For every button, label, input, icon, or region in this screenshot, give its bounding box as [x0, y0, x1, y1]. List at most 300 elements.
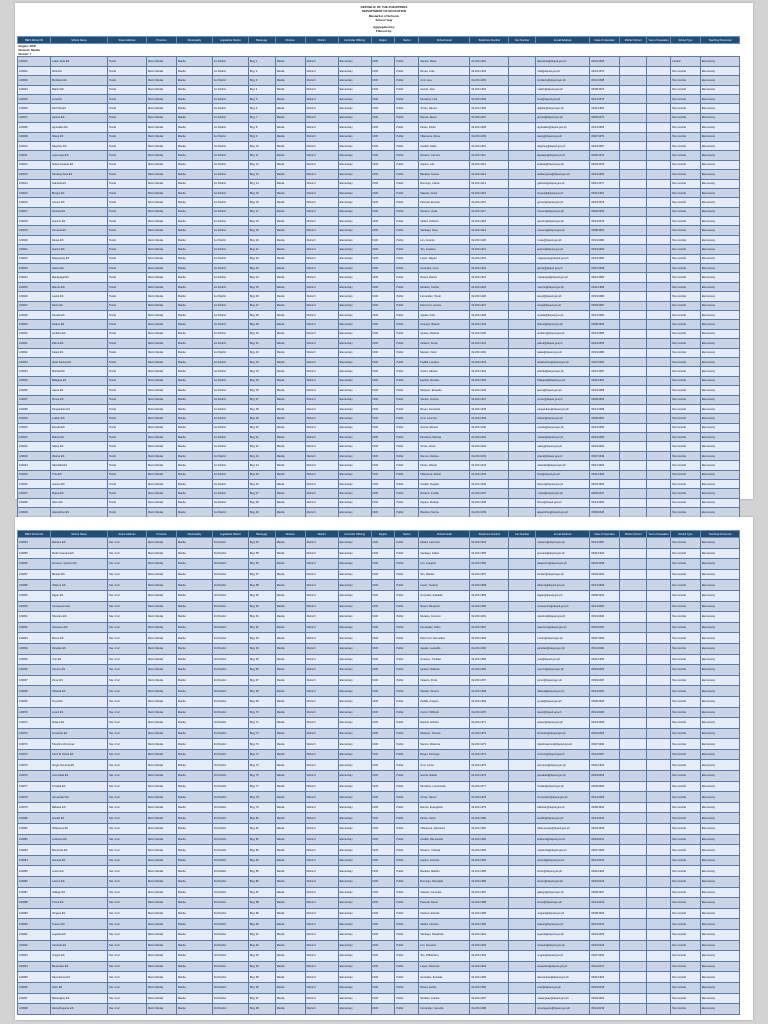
column-header: E-mail Address	[536, 531, 590, 538]
table-cell: 02-252-1036	[470, 386, 509, 395]
table-cell: Brgy 82	[248, 834, 275, 845]
table-cell: NCR	[371, 739, 395, 750]
table-cell	[647, 961, 671, 972]
table-cell	[620, 654, 647, 665]
table-cell: Public	[395, 395, 419, 404]
table-cell: Public	[395, 207, 419, 216]
table-cell: Elementary	[338, 367, 371, 376]
column-header: Sector	[395, 531, 419, 538]
table-cell: District I	[305, 866, 338, 877]
table-cell: 02-252-1097	[470, 993, 509, 1004]
table-cell: Manila	[176, 245, 212, 254]
table-cell	[620, 718, 647, 729]
table-cell: natividad@deped.gov.ph	[536, 461, 590, 470]
table-cell: yulo@deped.gov.ph	[536, 654, 590, 665]
table-row	[18, 104, 740, 113]
table-cell: tandangsora@deped.gov.ph	[536, 170, 590, 179]
table-cell: 100013	[18, 170, 51, 179]
table-cell: 02-252-1013	[470, 170, 509, 179]
table-cell: Cruz, Leonora	[419, 414, 470, 423]
table-cell: sosmena@deped.gov.ph	[536, 760, 590, 771]
table-cell: 3rd District	[212, 781, 248, 792]
table-cell	[509, 292, 536, 301]
header-line-5: Aggregated by:	[372, 24, 395, 29]
table-cell: Manila	[176, 538, 212, 549]
table-cell: Public	[395, 622, 419, 633]
table-cell: 3rd District	[212, 739, 248, 750]
table-cell: mojica@deped.gov.ph	[536, 489, 590, 498]
table-cell: Non-Central	[670, 179, 700, 188]
table-cell: Manila	[275, 665, 305, 676]
table-cell: Metro Manila	[146, 538, 176, 549]
table-cell: 100038	[18, 404, 51, 413]
table-cell	[647, 508, 671, 517]
table-cell: NCR	[371, 57, 395, 66]
table-row	[18, 760, 740, 771]
table-cell: Brgy 29	[248, 320, 275, 329]
table-cell: 100087	[18, 887, 51, 898]
table-cell: Elementary	[700, 961, 739, 972]
table-cell: Elementary	[338, 707, 371, 718]
table-row	[18, 771, 740, 782]
table-cell: 02-252-1020	[470, 235, 509, 244]
table-cell: araullo@deped.gov.ph	[536, 813, 590, 824]
table-cell	[647, 95, 671, 104]
table-cell: 3rd District	[212, 686, 248, 697]
table-cell: Soriano, Estrella	[419, 908, 470, 919]
table-cell: Brgy 91	[248, 929, 275, 940]
table-cell: Public	[395, 548, 419, 559]
table-cell: 02-252-1026	[470, 292, 509, 301]
table-cell: 06/12/2002	[590, 643, 620, 654]
table-cell: Metro Manila	[146, 226, 176, 235]
table-cell: Elementary	[700, 781, 739, 792]
table-row	[18, 590, 740, 601]
column-header: Street Address	[108, 37, 147, 44]
table-cell	[620, 170, 647, 179]
table-cell	[509, 580, 536, 591]
table-cell: Elementary	[700, 104, 739, 113]
table-cell: 100092	[18, 940, 51, 951]
table-cell: 3rd District	[212, 590, 248, 601]
table-cell: Tondo	[108, 470, 147, 479]
table-cell: Brgy 27	[248, 301, 275, 310]
table-row	[18, 940, 740, 951]
table-cell: Silang ES	[50, 132, 107, 141]
table-cell: 100070	[18, 707, 51, 718]
table-cell: Garcia, Rafael	[419, 771, 470, 782]
table-cell: District I	[305, 919, 338, 930]
table-cell: pelaez@deped.gov.ph	[536, 718, 590, 729]
table-cell: 06/12/2012	[590, 855, 620, 866]
table-row	[18, 612, 740, 623]
table-cell: Elementary	[700, 141, 739, 150]
table-cell: Manila	[275, 395, 305, 404]
table-cell: Tondo	[108, 404, 147, 413]
table-cell: Brgy 12	[248, 160, 275, 169]
table-cell: Brgy 9	[248, 132, 275, 141]
table-cell: Metro Manila	[146, 569, 176, 580]
table-cell: Elementary	[338, 66, 371, 75]
table-cell	[647, 760, 671, 771]
table-cell: Elementary	[338, 834, 371, 845]
table-cell: Sta. Cruz	[108, 707, 147, 718]
table-cell: Tondo	[108, 57, 147, 66]
table-cell: Brgy 56	[248, 559, 275, 570]
table-cell: Tondo	[108, 170, 147, 179]
table-cell: Sta. Cruz	[108, 834, 147, 845]
table-cell: Manila	[176, 85, 212, 94]
table-cell: Fernandez, Oscar	[419, 292, 470, 301]
table-cell: District I	[305, 781, 338, 792]
table-cell: Public	[395, 320, 419, 329]
table-cell: Manila	[275, 66, 305, 75]
table-cell: Elementary	[700, 245, 739, 254]
table-cell: Non-Central	[670, 643, 700, 654]
column-header: School Name	[50, 37, 107, 44]
table-cell	[647, 433, 671, 442]
table-cell: 02-252-1055	[470, 548, 509, 559]
table-cell: Non-Central	[670, 792, 700, 803]
header-line-2: DEPARTMENT OF EDUCATION	[361, 9, 407, 14]
table-cell: NCR	[371, 993, 395, 1004]
table-cell: Non-Central	[670, 993, 700, 1004]
table-row	[18, 633, 740, 644]
table-cell: Tondo	[108, 442, 147, 451]
table-cell: NCR	[371, 929, 395, 940]
table-cell: Elementary	[338, 929, 371, 940]
table-cell	[509, 686, 536, 697]
table-cell: palma@deped.gov.ph	[536, 339, 590, 348]
table-cell: Manila	[176, 908, 212, 919]
table-cell: Bautista, Teresa	[419, 170, 470, 179]
table-cell: Metro Manila	[146, 887, 176, 898]
table-cell: NCR	[371, 919, 395, 930]
table-cell	[647, 348, 671, 357]
table-cell: Elementary	[338, 188, 371, 197]
table-cell: Metro Manila	[146, 141, 176, 150]
table-cell: 06/12/1977	[590, 179, 620, 188]
table-cell: Public	[395, 686, 419, 697]
table-cell	[647, 132, 671, 141]
table-cell: 06/13/2005	[590, 707, 620, 718]
table-cell: Manila	[176, 845, 212, 856]
table-cell: 3rd District	[212, 548, 248, 559]
table-cell: Brgy 85	[248, 866, 275, 877]
table-cell: Non-Central	[670, 404, 700, 413]
table-cell	[509, 845, 536, 856]
table-cell	[509, 940, 536, 951]
table-cell: Tondo	[108, 95, 147, 104]
table-cell: Tirona ES	[50, 898, 107, 909]
table-cell: Gonzales, Adelaida	[419, 590, 470, 601]
table-cell: Reyes, Juan	[419, 66, 470, 75]
table-cell: 06/12/1982	[590, 273, 620, 282]
table-cell: Reyes, Domingo	[419, 749, 470, 760]
table-cell: Non-Central	[670, 498, 700, 507]
table-cell: Elementary	[338, 538, 371, 549]
table-cell: roxas@deped.gov.ph	[536, 235, 590, 244]
table-row	[18, 414, 740, 423]
table-cell: Non-Central	[670, 151, 700, 160]
table-cell: Elementary	[338, 245, 371, 254]
table-cell: 06/12/1968	[590, 76, 620, 85]
table-cell: District I	[305, 470, 338, 479]
table-cell: 100045	[18, 470, 51, 479]
table-cell: 100019	[18, 226, 51, 235]
table-cell	[647, 282, 671, 291]
table-cell: Brgy 64	[248, 643, 275, 654]
table-cell: Ilagan ES	[50, 590, 107, 601]
table-cell: Non-Central	[670, 686, 700, 697]
table-cell: Tinio ES	[50, 470, 107, 479]
table-cell: lacson@deped.gov.ph	[536, 877, 590, 888]
table-cell: Manila	[176, 264, 212, 273]
table-cell: Elementary	[700, 66, 739, 75]
table-cell: 3rd District	[212, 749, 248, 760]
table-cell: Moran ES	[50, 633, 107, 644]
table-cell: mabini@deped.gov.ph	[536, 85, 590, 94]
table-cell: Elementary	[700, 707, 739, 718]
table-cell	[509, 707, 536, 718]
table-cell: 3rd District	[212, 855, 248, 866]
table-cell: 02-252-1045	[470, 470, 509, 479]
table-cell: Elementary	[700, 622, 739, 633]
table-cell: llanera@deped.gov.ph	[536, 480, 590, 489]
table-cell: Manila	[176, 961, 212, 972]
table-cell: Non-Central	[670, 76, 700, 85]
table-cell: Manila	[275, 643, 305, 654]
table-cell: 100027	[18, 301, 51, 310]
table-cell: District I	[305, 728, 338, 739]
table-cell: Non-Central	[670, 339, 700, 348]
table-row	[18, 226, 740, 235]
table-cell: NCR	[371, 170, 395, 179]
table-cell: NCR	[371, 254, 395, 263]
table-cell: Elementary	[700, 433, 739, 442]
table-cell: Non-Central	[670, 141, 700, 150]
table-cell: 02-252-1029	[470, 320, 509, 329]
table-cell: 02-252-1011	[470, 151, 509, 160]
table-cell: Elementary	[338, 404, 371, 413]
table-cell: NCR	[371, 217, 395, 226]
table-cell: Metro Manila	[146, 771, 176, 782]
table-cell: Manila	[275, 718, 305, 729]
table-cell: Manila	[275, 85, 305, 94]
table-cell	[509, 802, 536, 813]
table-cell: Manila	[275, 845, 305, 856]
table-cell: Elementary	[338, 217, 371, 226]
table-cell: 3rd District	[212, 993, 248, 1004]
table-cell: Metro Manila	[146, 480, 176, 489]
table-cell	[647, 792, 671, 803]
table-cell: Cruz, Ana	[419, 76, 470, 85]
table-cell: Elementary	[338, 254, 371, 263]
table-cell: 3rd District	[212, 824, 248, 835]
table-cell: Metro Manila	[146, 845, 176, 856]
table-cell: Soriano, Linda	[419, 207, 470, 216]
table-cell	[647, 824, 671, 835]
table-cell: Sta. Cruz	[108, 982, 147, 993]
table-cell: Elementary	[700, 855, 739, 866]
table-cell: 02-252-1085	[470, 866, 509, 877]
table-cell: panganiban@deped.gov.ph	[536, 404, 590, 413]
table-cell: 100043	[18, 451, 51, 460]
table-cell: Manila	[275, 696, 305, 707]
table-cell: Sta. Cruz	[108, 993, 147, 1004]
table-cell: 06/10/1955	[590, 339, 620, 348]
table-cell: Elementary	[338, 548, 371, 559]
table-cell: NCR	[371, 707, 395, 718]
table-cell: Manila	[275, 590, 305, 601]
table-cell: 100049	[18, 508, 51, 517]
table-cell: Manila	[176, 76, 212, 85]
table-cell: 100096	[18, 982, 51, 993]
table-cell: 1st District	[212, 57, 248, 66]
table-cell: Elementary	[700, 1004, 739, 1015]
table-cell: Public	[395, 982, 419, 993]
table-cell: Manila	[275, 834, 305, 845]
table-cell: osmena@deped.gov.ph	[536, 226, 590, 235]
table-cell	[620, 245, 647, 254]
table-cell: NCR	[371, 132, 395, 141]
table-cell: Manila	[176, 802, 212, 813]
table-cell: Manila	[275, 940, 305, 951]
table-cell: Manila	[275, 654, 305, 665]
table-cell: 02-252-1069	[470, 696, 509, 707]
table-cell	[509, 160, 536, 169]
column-header: Telephone Number	[470, 531, 509, 538]
table-cell: Elementary	[338, 802, 371, 813]
table-cell: Elementary	[338, 423, 371, 432]
table-cell: 06/14/2019	[590, 1004, 620, 1015]
table-cell: District I	[305, 877, 338, 888]
table-cell: Torres, Arturo	[419, 442, 470, 451]
table-cell: Sta. Cruz	[108, 580, 147, 591]
table-cell: NCR	[371, 433, 395, 442]
table-row	[18, 718, 740, 729]
table-cell: Elementary	[700, 792, 739, 803]
table-cell: Elementary	[700, 908, 739, 919]
table-cell: Brgy 81	[248, 824, 275, 835]
table-cell: Manila	[176, 254, 212, 263]
table-cell: Metro Manila	[146, 728, 176, 739]
table-cell	[620, 310, 647, 319]
table-cell: Manila	[275, 423, 305, 432]
table-cell: Public	[395, 160, 419, 169]
table-cell: NCR	[371, 728, 395, 739]
table-cell: Villamor ES	[50, 580, 107, 591]
table-cell: Elementary	[338, 395, 371, 404]
column-header: Province	[146, 531, 176, 538]
table-cell: Brgy 37	[248, 395, 275, 404]
column-header: Fax Number	[509, 37, 536, 44]
table-cell: Elementary	[700, 151, 739, 160]
table-cell: Elementary	[700, 367, 739, 376]
table-cell: Elementary	[700, 217, 739, 226]
table-cell: 02-252-1071	[470, 718, 509, 729]
table-cell: 1st District	[212, 292, 248, 301]
table-cell: Elementary	[338, 940, 371, 951]
table-cell: Non-Central	[670, 376, 700, 385]
table-cell: Public	[395, 1004, 419, 1015]
table-cell: Manila	[176, 792, 212, 803]
table-cell: gomez@deped.gov.ph	[536, 198, 590, 207]
table-row	[18, 834, 740, 845]
table-cell: Cruz, Lorna	[419, 760, 470, 771]
table-cell: Brgy 83	[248, 845, 275, 856]
table-cell	[509, 217, 536, 226]
table-cell: Manila	[275, 802, 305, 813]
table-cell	[647, 696, 671, 707]
table-cell: 06/05/1973	[590, 151, 620, 160]
column-header: Date of Operation	[590, 37, 620, 44]
table-cell	[647, 104, 671, 113]
table-cell: District I	[305, 707, 338, 718]
table-cell: Elementary	[700, 292, 739, 301]
table-cell: 06/10/1950	[590, 433, 620, 442]
table-cell: Elementary	[338, 170, 371, 179]
table-cell: Gomez ES	[50, 198, 107, 207]
table-cell: Manila	[275, 781, 305, 792]
table-cell: Elementary	[700, 845, 739, 856]
table-cell: District I	[305, 367, 338, 376]
table-row	[18, 643, 740, 654]
table-cell	[620, 188, 647, 197]
table-cell: 06/15/2013	[590, 877, 620, 888]
table-cell: 06/09/1957	[590, 301, 620, 310]
table-cell: Manila	[275, 254, 305, 263]
table-cell: NCR	[371, 866, 395, 877]
table-cell: 02-252-1079	[470, 802, 509, 813]
group-label: Region: NCR	[18, 44, 740, 49]
table-cell: Sergio Osmena ES	[50, 760, 107, 771]
column-header: Region	[371, 531, 395, 538]
table-cell: 3rd District	[212, 538, 248, 549]
table-cell: Metro Manila	[146, 348, 176, 357]
table-cell: Non-Central	[670, 254, 700, 263]
table-cell: Manila	[275, 320, 305, 329]
table-cell	[509, 348, 536, 357]
table-cell: 06/13/2000	[590, 601, 620, 612]
table-cell: Elementary	[338, 845, 371, 856]
table-cell: Plaridel ES	[50, 367, 107, 376]
table-cell: Metro Manila	[146, 57, 176, 66]
table-cell: Non-Central	[670, 273, 700, 282]
school-table-page-1	[17, 36, 740, 555]
column-header: Barangay	[248, 37, 275, 44]
table-cell: Soler ES	[50, 982, 107, 993]
table-cell: araneta@deped.gov.ph	[536, 855, 590, 866]
table-cell	[620, 908, 647, 919]
table-cell: 100069	[18, 696, 51, 707]
table-cell: NCR	[371, 824, 395, 835]
table-cell	[620, 834, 647, 845]
table-cell: 06/11/1938	[590, 654, 620, 665]
table-cell: 06/07/1929	[590, 845, 620, 856]
table-cell: NCR	[371, 123, 395, 132]
table-cell: Non-Central	[670, 813, 700, 824]
table-cell: District I	[305, 498, 338, 507]
table-cell: 02-252-1049	[470, 508, 509, 517]
table-row	[18, 160, 740, 169]
table-cell: 06/12/1992	[590, 461, 620, 470]
table-cell: 100080	[18, 813, 51, 824]
table-cell: Brgy 94	[248, 961, 275, 972]
table-cell: NCR	[371, 548, 395, 559]
table-cell: Brgy 31	[248, 339, 275, 348]
table-cell: Manila	[176, 498, 212, 507]
